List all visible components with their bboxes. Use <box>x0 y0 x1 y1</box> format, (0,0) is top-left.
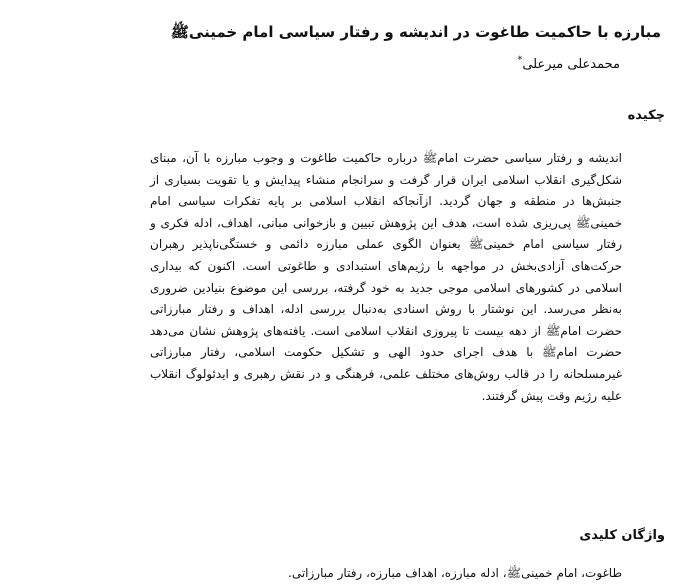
author-footnote-mark: * <box>517 54 523 66</box>
article-title: مبارزه با حاکمیت طاغوت در اندیشه و رفتار سیاسی امام خمینیﷺ <box>170 23 661 41</box>
author-line <box>120 55 620 75</box>
abstract-heading: چکیده <box>627 108 665 123</box>
author-name: محمدعلی میرعلی <box>522 57 620 72</box>
keywords-list: طاغوت، امام خمینیﷺ، ادله مبارزه، اهداف مبارزه، رفتار مبارزاتی. <box>288 566 622 580</box>
abstract-body: اندیشه و رفتار سیاسی حضرت امامﷺ درباره حاکمیت طاغوت و وجوب مبارزه با آن، مبنای شکل‌گیری انقلاب اسلامی ایران قرار گرفت و سرانجام منشاء پیدایش و یا تقویت بسیاری از جنبش‌ها در منطقه و جهان گردید. ازآنجاکه انقلاب اسلامی بر پایه تفکرات سیاسی امام خمینیﷺ پی‌ریزی شده است، هدف این پژوهش تبیین و بازخوانی مبانی، اهداف، ادله فکری و رفتار سیاسی امام خمینیﷺ بعنوان الگوی عملی مبارزه دائمی و خستگی‌ناپذیر رهبران حرکت‌های آزادی‌بخش در مواجهه با رژیم‌های استبدادی و طاغوتی است. اکنون که بیداری اسلامی در کشورهای اسلامی موجی جدید به خود گرفته، بررسی این موضوع بنیادین ضروری به‌نظر می‌رسد. این نوشتار با روش اسنادی به‌دنبال بررسی ادله، اهداف و رفتار مبارزاتی حضرت امامﷺ از دهه بیست تا پیروزی انقلاب اسلامی است. یافته‌های پژوهش نشان می‌دهد حضرت امامﷺ با هدف اجرای حدود الهی و تشکیل حکومت اسلامی، رفتار مبارزاتی غیرمسلحانه را در قالب روش‌های مختلف علمی، فرهنگی و در نقش رهبری و ایدئولوگ انقلاب علیه رژیم وقت پیش گرفتند. <box>150 151 622 403</box>
keywords-heading: واژگان کلیدی <box>579 528 665 543</box>
